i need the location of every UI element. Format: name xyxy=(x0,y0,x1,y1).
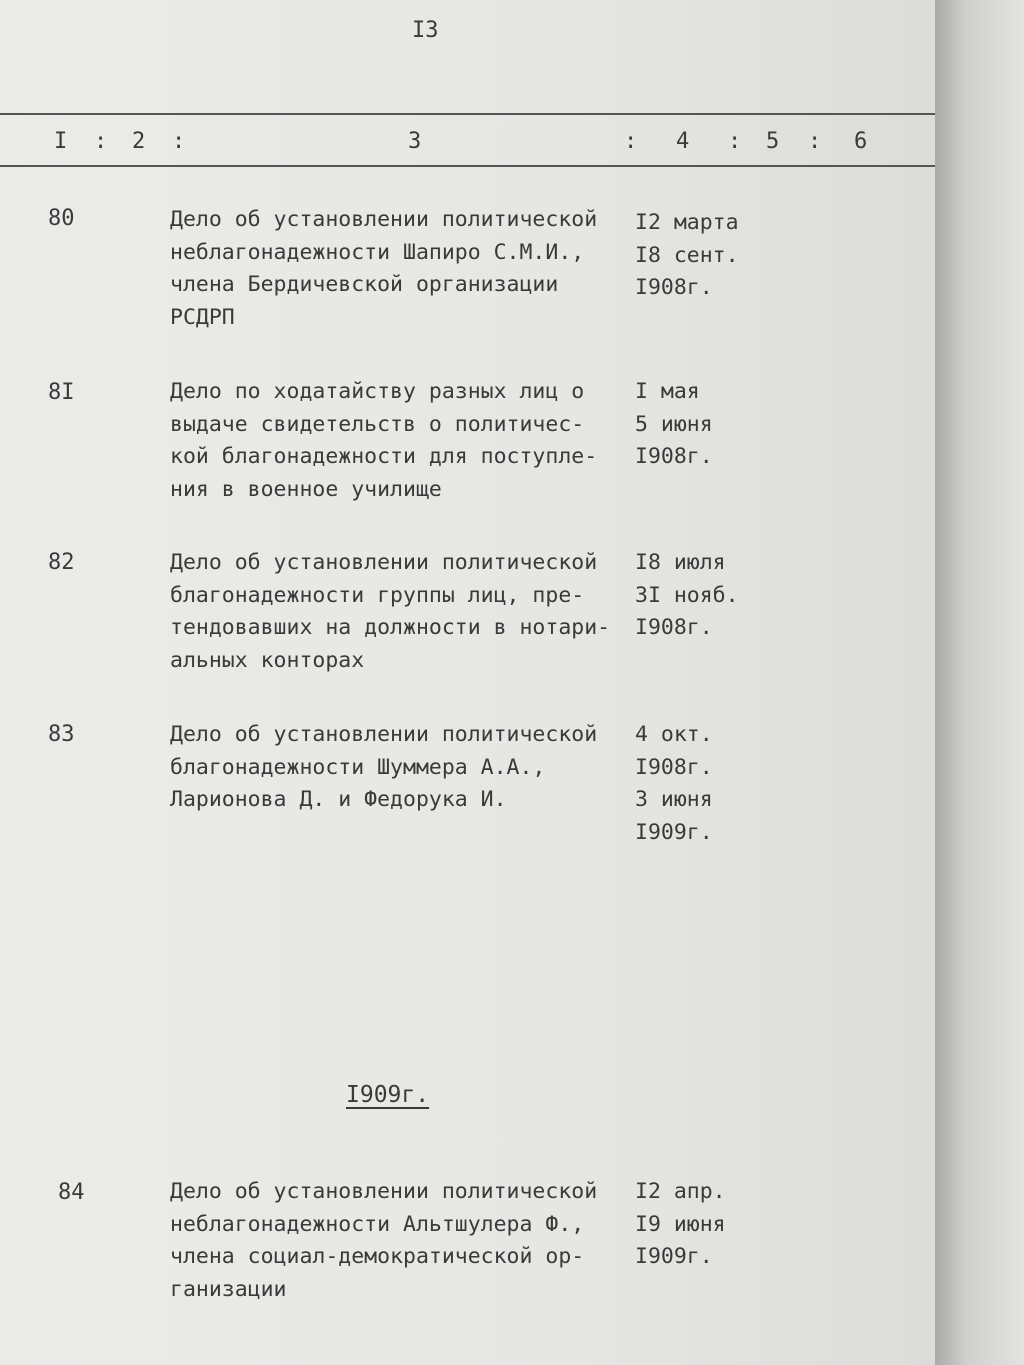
header-col-2: 2 xyxy=(132,129,146,154)
entry-number: 8I xyxy=(48,380,75,405)
header-col-5: 5 xyxy=(766,129,780,154)
entry-number: 80 xyxy=(48,206,75,231)
header-col-4: 4 xyxy=(676,129,690,154)
header-separator: : xyxy=(94,129,108,154)
page-number: I3 xyxy=(412,18,439,43)
header-col-1: I xyxy=(54,129,68,154)
header-separator: : xyxy=(728,129,742,154)
entry-description: Дело по ходатайству разных лиц о выдаче свидетельств о политичес- кой благонадежности для поступле- ния в военное училище xyxy=(170,379,598,502)
entry-dates: 4 окт. I908г. 3 июня I909г. xyxy=(635,722,713,845)
header-separator: : xyxy=(624,129,638,154)
entry-description: Дело об установлении политической неблагонадежности Шапиро С.М.И., члена Бердичевской организации РСДРП xyxy=(170,207,598,330)
header-separator: : xyxy=(172,129,186,154)
entry-dates: I2 марта I8 сент. I908г. xyxy=(635,210,739,300)
entry-description: Дело об установлении политической благонадежности группы лиц, пре- тендовавших на должности в нотари- альных конторах xyxy=(170,550,611,673)
header-col-3: 3 xyxy=(408,129,422,154)
entry-number: 84 xyxy=(58,1180,85,1205)
page-edge-shadow xyxy=(935,0,1024,1365)
year-heading: I909г. xyxy=(346,1082,430,1108)
entry-number: 83 xyxy=(48,722,75,747)
entry-description: Дело об установлении политической благонадежности Шуммера А.А., Ларионова Д. и Федорука И. xyxy=(170,722,598,812)
entry-dates: I8 июля 3I нояб. I908г. xyxy=(635,550,739,640)
column-header-row xyxy=(0,113,935,167)
entry-dates: I2 апр. I9 июня I909г. xyxy=(635,1179,726,1269)
header-separator: : xyxy=(808,129,822,154)
entry-number: 82 xyxy=(48,550,75,575)
entry-description: Дело об установлении политической неблагонадежности Альтшулера Ф., члена социал-демократической ор- ганизации xyxy=(170,1179,598,1302)
entry-dates: I мая 5 июня I908г. xyxy=(635,379,713,469)
header-col-6: 6 xyxy=(854,129,868,154)
